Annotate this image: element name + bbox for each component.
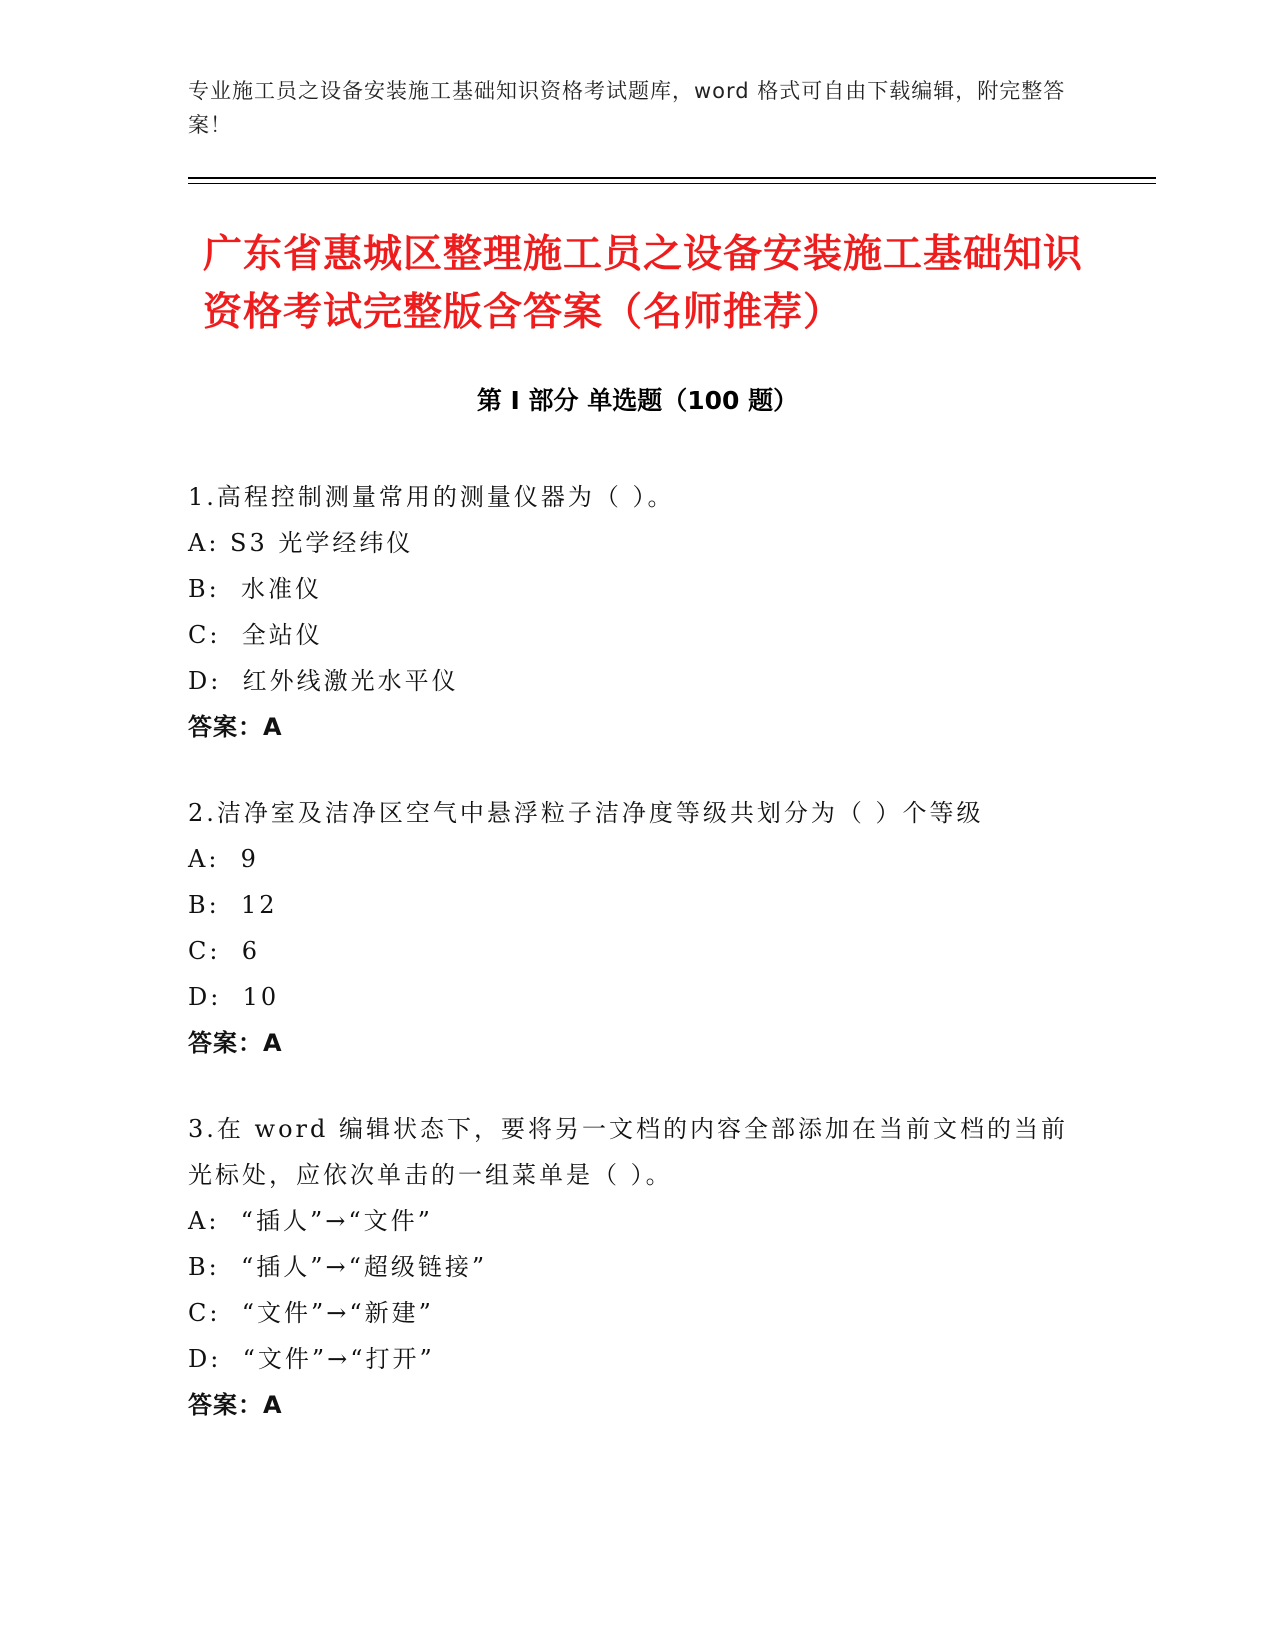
answer: 答案：A: [188, 1391, 283, 1419]
option-c: C: 全站仪: [188, 621, 323, 649]
question-3: [188, 1106, 1088, 1428]
option-a: A: 9: [188, 845, 259, 873]
header-note: 专业施工员之设备安装施工基础知识资格考试题库，word 格式可自由下载编辑，附完整答案！: [188, 79, 1066, 137]
option-d: D: “文件”→“打开”: [188, 1345, 435, 1373]
option-b: B: 水准仪: [188, 575, 322, 603]
option-d: D: 红外线激光水平仪: [188, 667, 459, 695]
answer: 答案：A: [188, 1029, 283, 1057]
option-c: C: “文件”→“新建”: [188, 1299, 434, 1327]
option-a: A: “插人”→“文件”: [188, 1207, 433, 1235]
header-divider-thick: [188, 177, 1156, 179]
question-stem: 3.在 word 编辑状态下，要将另一文档的内容全部添加在当前文档的当前光标处，应依次单击的一组菜单是（ ）。: [188, 1115, 1068, 1189]
question-1: [188, 474, 1088, 750]
option-c: C: 6: [188, 937, 260, 965]
option-b: B: “插人”→“超级链接”: [188, 1253, 488, 1281]
question-2: [188, 790, 1088, 1066]
question-stem: 2.洁净室及洁净区空气中悬浮粒子洁净度等级共划分为（ ）个等级: [188, 799, 984, 827]
option-d: D: 10: [188, 983, 280, 1011]
section-title: 第 I 部分 单选题（100 题）: [476, 386, 799, 415]
option-b: B: 12: [188, 891, 278, 919]
option-a: A: S3 光学经纬仪: [188, 529, 414, 557]
question-stem: 1.高程控制测量常用的测量仪器为（ ）。: [188, 483, 675, 511]
document-title: 广东省惠城区整理施工员之设备安装施工基础知识资格考试完整版含答案（名师推荐）: [203, 232, 1084, 335]
answer: 答案：A: [188, 713, 283, 741]
header-divider-thin: [188, 183, 1156, 184]
